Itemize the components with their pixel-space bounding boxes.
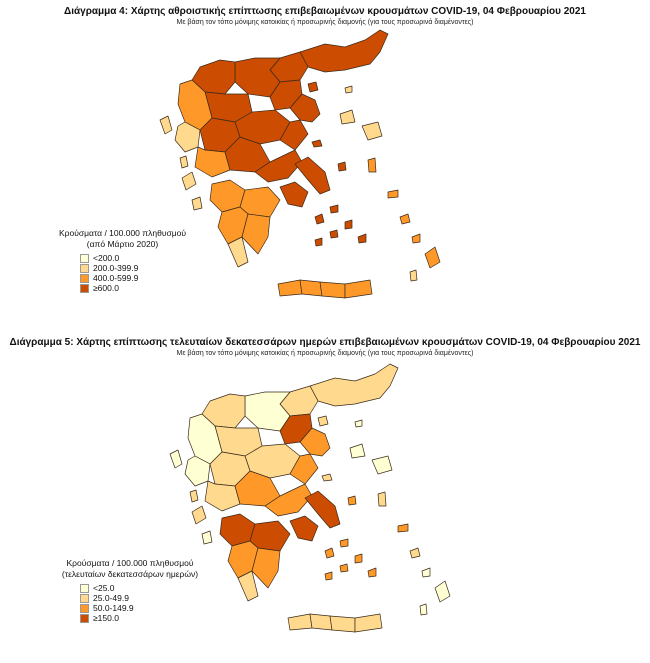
region-zakynthos (202, 531, 212, 544)
region-cyclades-6 (315, 238, 322, 246)
region-cyclades-1 (325, 548, 334, 558)
region-peloponnese-4 (252, 548, 280, 588)
region-crete-3 (320, 282, 345, 298)
legend-swatch (80, 264, 89, 273)
region-sporades (312, 140, 322, 147)
region-samothrace (355, 420, 362, 427)
legend-item (80, 253, 195, 263)
region-central-macedonia-1 (245, 392, 290, 431)
legend-title: Κρούσματα / 100.000 πληθυσμού (59, 228, 186, 238)
region-peloponnese-4 (242, 214, 270, 254)
region-skyros (348, 496, 356, 505)
region-crete-2 (310, 614, 332, 630)
map-title: Διάγραμμα 5: Χάρτης επίπτωσης τελευταίων δεκατεσσάρων ημερών επιβεβαιωμένων κρουσμάτων COVID-19, 04 Φεβρουαρίου 2021 (9, 337, 641, 348)
map-panel-14-days (0, 330, 650, 663)
region-central-macedonia-1 (235, 58, 280, 97)
region-cyclades-3 (345, 220, 352, 229)
legend-label: 400.0-599.9 (93, 273, 139, 283)
legend-item (80, 613, 210, 623)
region-crete-east (345, 280, 372, 298)
legend-swatch (80, 274, 89, 283)
region-samos (388, 190, 398, 198)
map-legend (50, 228, 195, 293)
map-legend (50, 558, 210, 623)
region-rhodes (425, 247, 440, 268)
legend-label: 200.0-399.9 (93, 263, 139, 273)
region-sporades (322, 474, 332, 481)
legend-label: ≥150.0 (93, 613, 119, 623)
region-limnos (340, 110, 355, 124)
region-thasos (318, 416, 328, 426)
legend-label: <200.0 (93, 253, 120, 263)
legend-swatch (80, 254, 89, 263)
region-rhodes (435, 581, 450, 602)
legend-swatch (80, 604, 89, 613)
legend-swatch (80, 584, 89, 593)
region-attica (290, 516, 318, 541)
region-karpathos (410, 270, 417, 281)
region-dodecanese-2 (412, 234, 420, 243)
legend-item (80, 273, 195, 283)
legend-swatch (80, 594, 89, 603)
region-attica (280, 182, 308, 207)
region-kefalonia (192, 506, 206, 524)
region-thrace (310, 364, 398, 406)
region-corfu (170, 450, 182, 468)
map-panel-cumulative (0, 0, 650, 320)
map-subtitle: Με βάση τον τόπο μόνιμης κατοικίας ή προσωρινής διαμονής (για τους προσωρινά διαμένοντες) (176, 350, 474, 357)
region-cyclades-5 (368, 568, 376, 577)
region-dodecanese-2 (422, 568, 430, 577)
region-crete-west (278, 280, 302, 296)
region-lefkada (190, 490, 198, 502)
region-chios (378, 492, 386, 506)
region-kefalonia (182, 172, 196, 190)
legend-subtitle: (από Μάρτιο 2020) (86, 239, 159, 249)
legend-item (80, 263, 195, 273)
region-skyros (338, 162, 346, 171)
region-limnos (350, 444, 365, 458)
region-lesvos (362, 122, 382, 140)
region-crete-west (288, 614, 312, 630)
region-cyclades-5 (358, 234, 366, 243)
map-subtitle: Με βάση τον τόπο μόνιμης κατοικίας ή προσωρινής διαμονής (για τους προσωρινά διαμένοντες) (176, 19, 474, 26)
legend-title: Κρούσματα / 100.000 πληθυσμού (66, 558, 194, 568)
legend-label: 25.0-49.9 (93, 593, 129, 603)
region-dodecanese-1 (400, 214, 410, 224)
legend-label: <25.0 (93, 583, 115, 593)
region-cyclades-2 (340, 539, 348, 547)
region-dodecanese-1 (410, 548, 420, 558)
region-cyclades-6 (325, 572, 332, 580)
legend-label: 50.0-149.9 (93, 603, 134, 613)
region-cyclades-3 (355, 554, 362, 563)
region-cyclades-4 (330, 230, 338, 238)
legend-subtitle: (τελευταίων δεκατεσσάρων ημερών) (61, 569, 199, 579)
legend-item (80, 593, 210, 603)
region-thasos (308, 82, 318, 92)
region-cyclades-1 (315, 214, 324, 224)
legend-item (80, 603, 210, 613)
region-thrace (300, 30, 388, 72)
legend-label: ≥600.0 (93, 283, 119, 293)
region-zakynthos (192, 197, 202, 210)
map-title: Διάγραμμα 4: Χάρτης αθροιστικής επίπτωσης επιβεβαιωμένων κρουσμάτων COVID-19, 04 Φεβρουαρίου 2021 (64, 6, 586, 17)
legend-item (80, 583, 210, 593)
region-crete-3 (330, 616, 355, 632)
region-lefkada (180, 156, 188, 168)
legend-swatch (80, 284, 89, 293)
legend-item (80, 283, 195, 293)
legend-swatch (80, 614, 89, 623)
region-cyclades-2 (330, 205, 338, 213)
region-lesvos (372, 456, 392, 474)
region-corfu (160, 116, 172, 134)
region-karpathos (420, 604, 427, 615)
region-crete-2 (300, 280, 322, 296)
region-samos (398, 524, 408, 532)
region-cyclades-4 (340, 564, 348, 572)
region-crete-east (355, 614, 382, 632)
region-samothrace (345, 86, 352, 93)
region-chios (368, 158, 376, 172)
